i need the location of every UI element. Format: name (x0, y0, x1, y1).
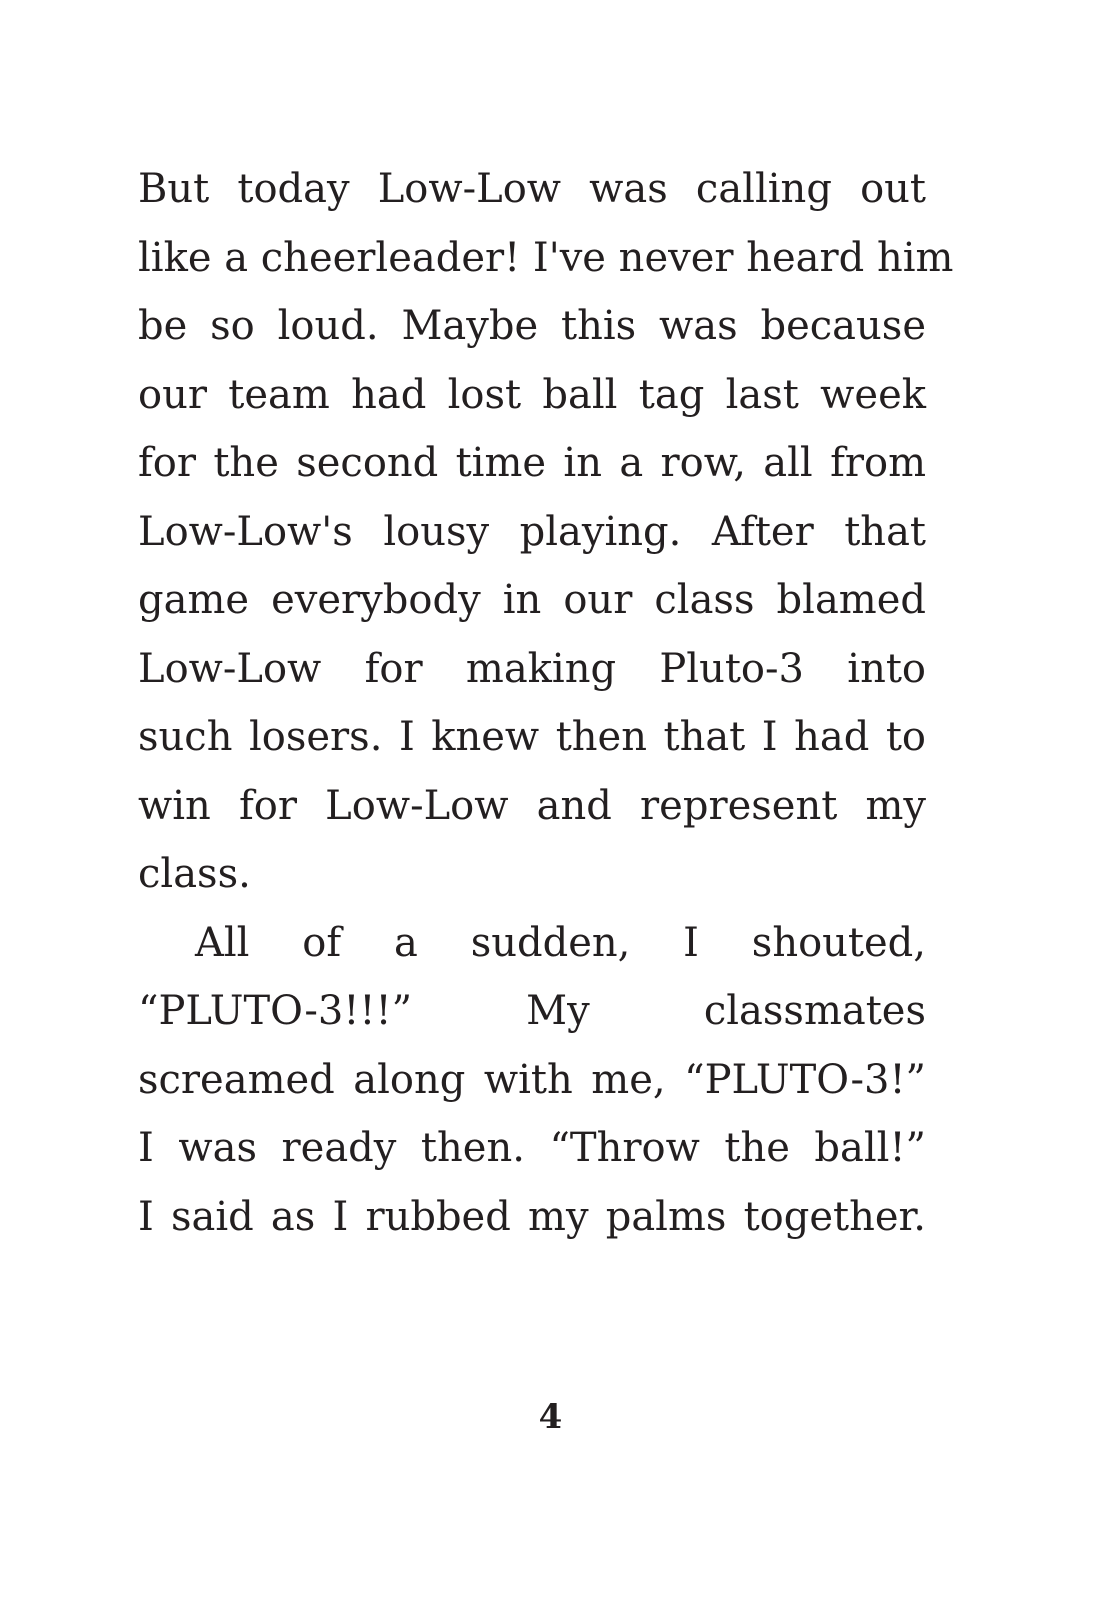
text-line: be so loud. Maybe this was because (138, 303, 926, 349)
text-line: class. (138, 851, 251, 897)
text-line: such losers. I knew then that I had to (138, 714, 926, 760)
text-line: our team had lost ball tag last week (138, 371, 926, 418)
text-line: like a cheerleader! I've never heard him (138, 234, 954, 281)
text-line: Low-Low's lousy playing. After that (138, 508, 926, 555)
text-line: I was ready then. “Throw the ball!” (138, 1125, 926, 1171)
text-line: screamed along with me, “PLUTO-3!” (138, 1056, 926, 1103)
page-number: 4 (538, 1397, 563, 1437)
text-line: for the second time in a row, all from (138, 440, 926, 486)
text-line: I said as I rubbed my palms together. (138, 1193, 926, 1240)
text-line: Low-Low for making Pluto-3 into (138, 645, 926, 692)
text-line: All of a sudden, I shouted, (195, 919, 926, 966)
text-line: game everybody in our class blamed (138, 577, 926, 623)
text-line: win for Low-Low and represent my (138, 782, 926, 829)
text-line: “PLUTO-3!!!” My classmates (138, 988, 926, 1034)
story-text (138, 162, 954, 1258)
text-line: But today Low-Low was calling out (138, 166, 926, 212)
